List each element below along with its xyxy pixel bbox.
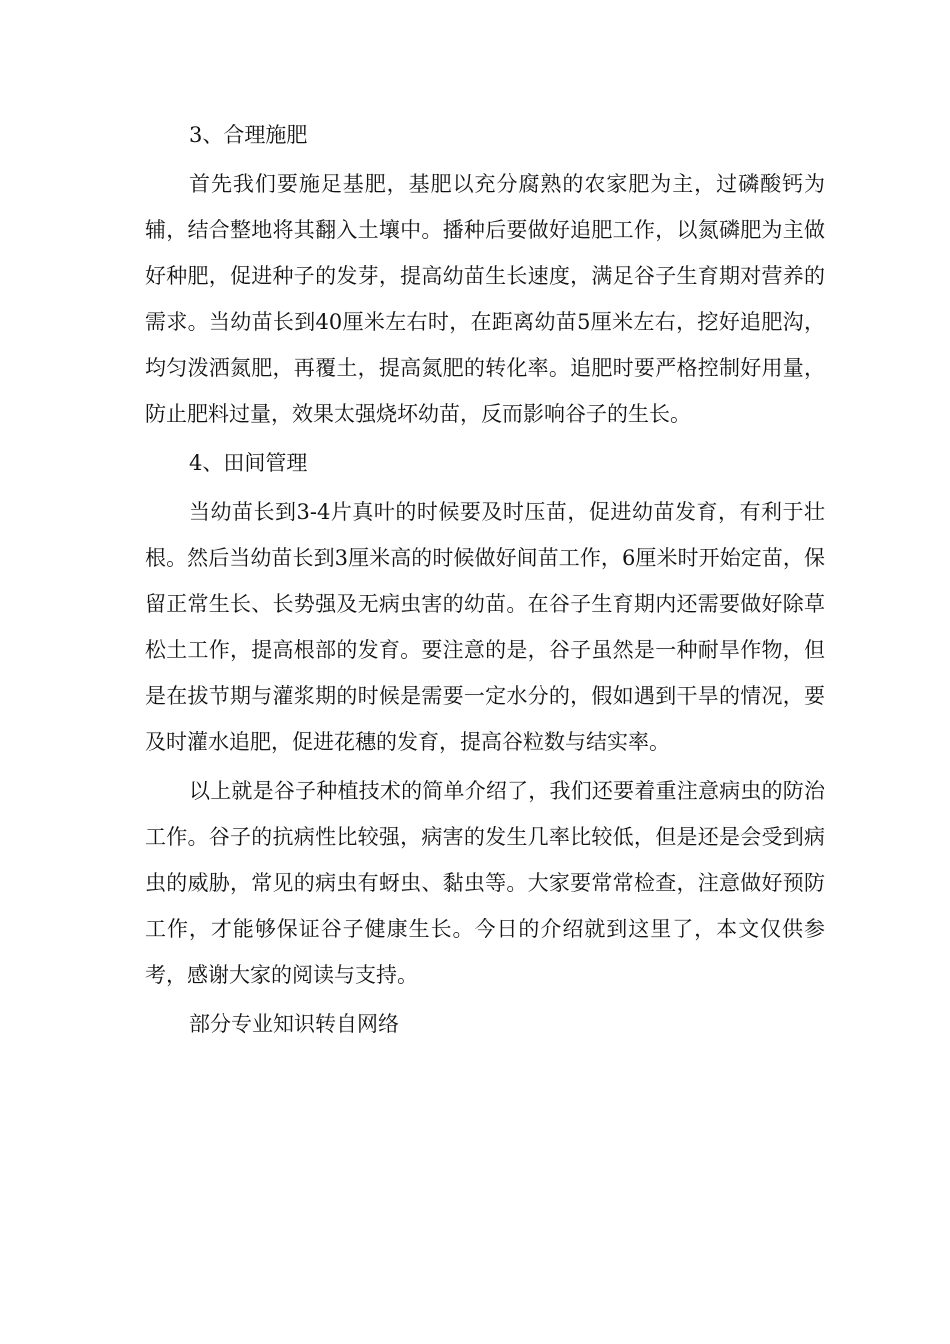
section-heading-field-management: 4、田间管理 — [189, 451, 308, 475]
document-body — [145, 112, 825, 1050]
section-heading-fertilize: 3、合理施肥 — [189, 123, 308, 147]
paragraph-summary: 以上就是谷子种植技术的简单介绍了，我们还要着重注意病虫的防治工作。谷子的抗病性比较强，病害的发生几率比较低，但是还是会受到病虫的威胁，常见的病虫有蚜虫、黏虫等。大家要常常检查，注意做好预防工作，才能够保证谷子健康生长。今日的介绍就到这里了，本文仅供参考，感谢大家的阅读与支持。 — [145, 779, 825, 987]
source-note: 部分专业知识转自网络 — [189, 1012, 399, 1036]
paragraph-fertilize: 首先我们要施足基肥，基肥以充分腐熟的农家肥为主，过磷酸钙为辅，结合整地将其翻入土壤中。播种后要做好追肥工作，以氮磷肥为主做好种肥，促进种子的发芽，提高幼苗生长速度，满足谷子生育期对营养的需求。当幼苗长到40厘米左右时，在距离幼苗5厘米左右，挖好追肥沟，均匀泼洒氮肥，再覆土，提高氮肥的转化率。追肥时要严格控制好用量，防止肥料过量，效果太强烧坏幼苗，反而影响谷子的生长。 — [145, 172, 825, 426]
paragraph-field-management: 当幼苗长到3-4片真叶的时候要及时压苗，促进幼苗发育，有利于壮根。然后当幼苗长到3厘米高的时候做好间苗工作，6厘米时开始定苗，保留正常生长、长势强及无病虫害的幼苗。在谷子生育期内还需要做好除草松土工作，提高根部的发育。要注意的是，谷子虽然是一种耐旱作物，但是在拔节期与灌浆期的时候是需要一定水分的，假如遇到干旱的情况，要及时灌水追肥，促进花穗的发育，提高谷粒数与结实率。 — [145, 500, 825, 754]
